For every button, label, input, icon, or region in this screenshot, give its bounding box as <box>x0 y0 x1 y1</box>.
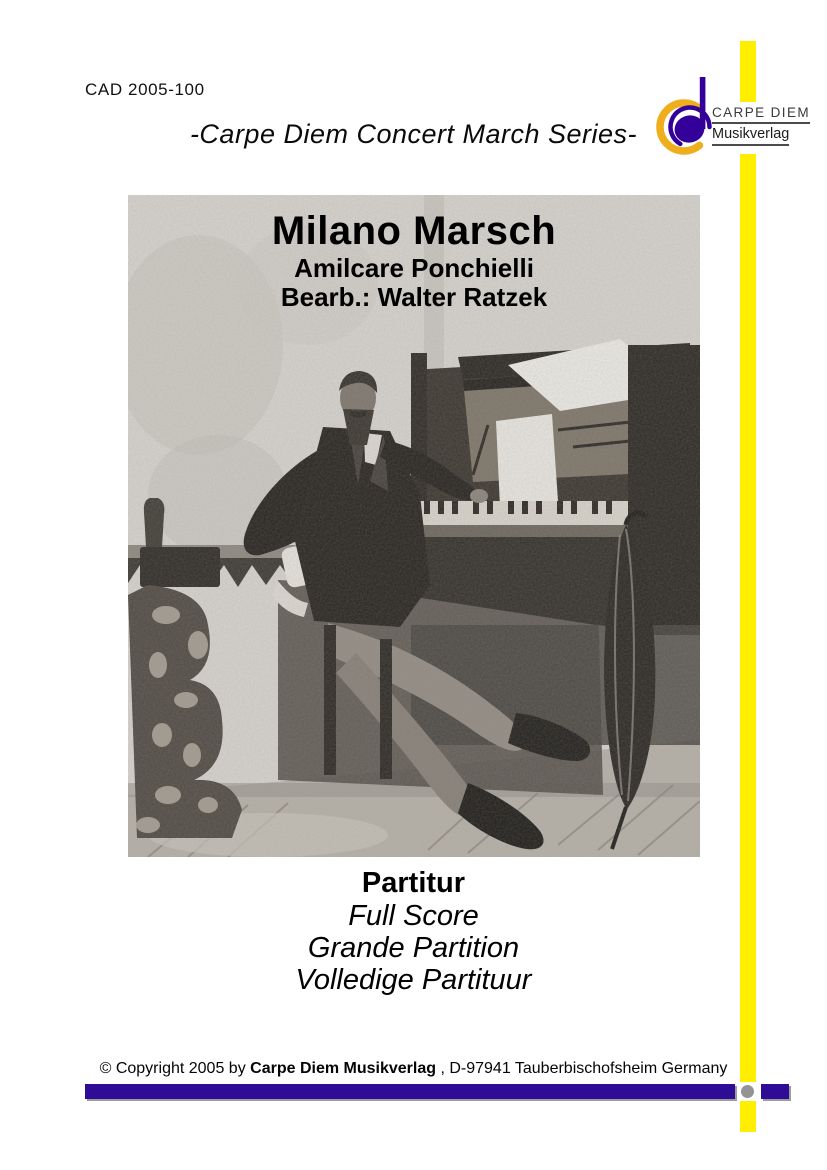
piece-title: Milano Marsch <box>271 209 557 253</box>
score-label-en: Full Score <box>348 900 479 932</box>
score-type-block <box>0 866 827 996</box>
score-label-de: Partitur <box>361 867 466 899</box>
publisher-wordmark <box>708 102 812 154</box>
publisher-type: Musikverlag <box>712 126 789 146</box>
copyright-suffix: , D-97941 Tauberbischofsheim Germany <box>436 1060 728 1077</box>
series-title: -Carpe Diem Concert March Series- <box>189 119 638 149</box>
score-label-fr: Grande Partition <box>307 932 520 964</box>
publisher-note-icon <box>654 70 716 158</box>
copyright-publisher: Carpe Diem Musikverlag <box>250 1060 436 1077</box>
catalog-number: CAD 2005-100 <box>85 80 205 99</box>
composer-name: Amilcare Ponchielli <box>294 253 534 283</box>
score-label-nl: Volledige Partituur <box>295 964 532 996</box>
footer-dot-icon <box>741 1085 754 1098</box>
copyright-prefix: © Copyright 2005 by <box>99 1060 251 1077</box>
footer-bar-left <box>85 1084 735 1099</box>
copyright-line <box>0 1060 827 1078</box>
footer-bar-right <box>761 1084 789 1099</box>
cover-heading <box>128 208 700 312</box>
arranger-credit: Bearb.: Walter Ratzek <box>280 282 548 312</box>
publisher-name: CARPE DIEM <box>712 105 810 124</box>
